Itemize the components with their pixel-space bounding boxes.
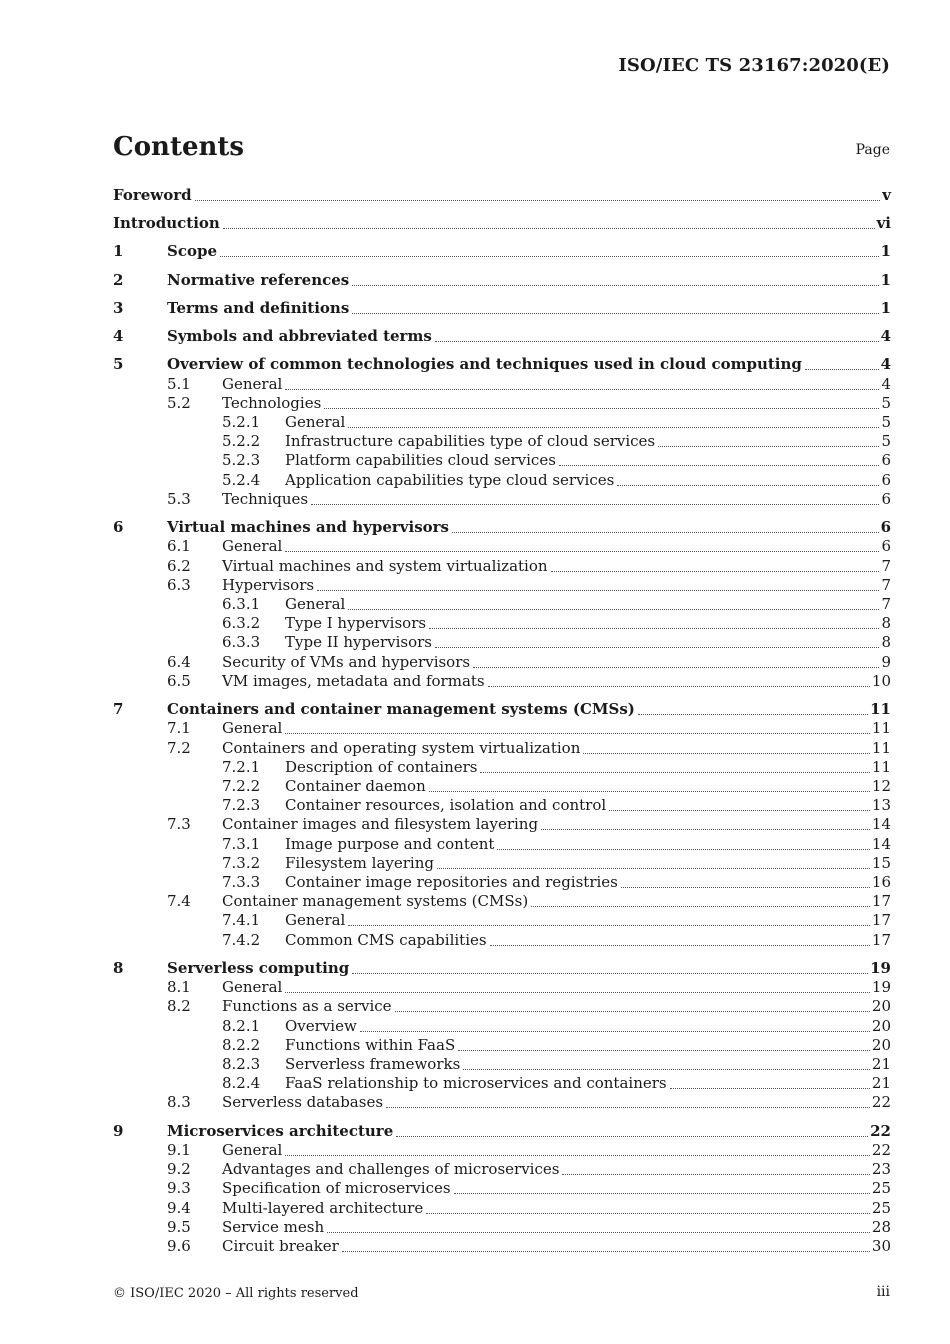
toc-entry-number: 9 [113, 1122, 124, 1140]
toc-entry-title[interactable]: Container daemon [285, 777, 426, 795]
toc-entry-number: 6.2 [167, 557, 191, 575]
toc-entry[interactable] [113, 997, 891, 1016]
footer-copyright: © ISO/IEC 2020 – All rights reserved [113, 1286, 359, 1301]
toc-dot-leader [559, 464, 880, 466]
toc-dot-leader [348, 608, 879, 610]
toc-entry[interactable] [113, 375, 891, 394]
toc-dot-leader [348, 426, 879, 428]
toc-entry-title[interactable]: General [285, 595, 346, 613]
toc-entry-number: 5.3 [167, 490, 191, 508]
toc-entry-page[interactable]: 6 [881, 451, 891, 469]
toc-entry[interactable] [113, 1036, 891, 1055]
toc-dot-leader [285, 732, 870, 734]
toc-entry[interactable] [113, 557, 891, 576]
toc-entry-title[interactable]: Container resources, isolation and control [285, 796, 607, 814]
toc-entry-number: 8.1 [167, 978, 191, 996]
toc-entry-number: 8.2 [167, 997, 191, 1015]
toc-dot-leader [531, 905, 870, 907]
toc-dot-leader [317, 589, 879, 591]
toc-dot-leader [386, 1106, 870, 1108]
toc-dot-leader [395, 1010, 870, 1012]
toc-dot-leader [435, 340, 879, 342]
toc-entry-title[interactable]: Functions within FaaS [285, 1036, 456, 1054]
toc-entry-number: 7.4.1 [222, 911, 261, 929]
toc-entry-number: 3 [113, 299, 124, 317]
toc-entry-page[interactable]: 19 [870, 959, 891, 977]
toc-entry-number: 9.3 [167, 1179, 191, 1197]
toc-entry-number: 6.3.1 [222, 595, 261, 613]
toc-entry-number: 7.4 [167, 892, 191, 910]
toc-entry-title[interactable]: Multi-layered architecture [222, 1199, 424, 1217]
toc-dot-leader [454, 1192, 870, 1194]
toc-dot-leader [497, 848, 869, 850]
toc-dot-leader [342, 1250, 870, 1252]
toc-entry-page[interactable]: 30 [871, 1237, 891, 1255]
toc-entry-page[interactable]: 20 [871, 1017, 891, 1035]
toc-entry-title[interactable]: Introduction [113, 214, 220, 232]
toc-entry-page[interactable]: 6 [881, 490, 891, 508]
toc-entry[interactable] [113, 1179, 891, 1198]
page-column-label: Page [855, 142, 890, 158]
toc-entry[interactable] [113, 1141, 891, 1160]
toc-entry-page[interactable]: 25 [871, 1179, 891, 1197]
toc-entry-number: 7.4.2 [222, 931, 261, 949]
toc-entry-number: 9.4 [167, 1199, 191, 1217]
toc-dot-leader [429, 790, 870, 792]
toc-entry-title[interactable]: Serverless computing [167, 959, 350, 977]
toc-entry-title[interactable]: Description of containers [285, 758, 478, 776]
toc-entry-title[interactable]: General [222, 978, 283, 996]
toc-entry[interactable] [113, 1122, 891, 1141]
toc-entry-page[interactable]: 7 [881, 557, 891, 575]
toc-entry-number: 9.5 [167, 1218, 191, 1236]
toc-entry-page[interactable]: 11 [871, 739, 891, 757]
contents-title: Contents [113, 132, 245, 162]
toc-entry-number: 8.2.2 [222, 1036, 261, 1054]
toc-entry[interactable] [113, 595, 891, 614]
toc-entry-page[interactable]: 11 [871, 758, 891, 776]
toc-entry-number: 9.1 [167, 1141, 191, 1159]
toc-entry[interactable] [113, 633, 891, 652]
toc-entry-page[interactable]: 22 [870, 1122, 891, 1140]
toc-entry-number: 6.1 [167, 537, 191, 555]
toc-entry-title[interactable]: Overview [285, 1017, 357, 1035]
toc-entry-number: 5.2.4 [222, 471, 261, 489]
toc-entry-page[interactable]: 7 [881, 576, 891, 594]
toc-entry-page[interactable]: v [882, 186, 891, 204]
toc-entry-number: 5.2.2 [222, 432, 261, 450]
toc-entry[interactable] [113, 892, 891, 911]
toc-entry-page[interactable]: 6 [880, 518, 891, 536]
toc-dot-leader [396, 1135, 868, 1137]
toc-entry-page[interactable]: 5 [881, 432, 891, 450]
toc-dot-leader [541, 828, 870, 830]
toc-entry[interactable] [113, 518, 891, 537]
toc-entry[interactable] [113, 242, 891, 261]
toc-entry-title[interactable]: Normative references [167, 271, 350, 289]
toc-entry-page[interactable]: 1 [880, 299, 891, 317]
toc-entry-title[interactable]: Common CMS capabilities [285, 931, 487, 949]
toc-dot-leader [311, 503, 879, 505]
toc-entry-number: 6.3.3 [222, 633, 261, 651]
toc-entry-page[interactable]: 20 [871, 1036, 891, 1054]
toc-entry-page[interactable]: 1 [880, 242, 891, 260]
toc-entry-title[interactable]: Symbols and abbreviated terms [167, 327, 432, 345]
toc-entry-page[interactable]: 4 [881, 375, 891, 393]
toc-entry[interactable] [113, 777, 891, 796]
toc-entry[interactable] [113, 854, 891, 873]
toc-dot-leader [583, 752, 870, 754]
toc-entry-page[interactable]: 8 [881, 614, 891, 632]
toc-dot-leader [285, 550, 879, 552]
toc-dot-leader [285, 991, 870, 993]
toc-entry[interactable] [113, 796, 891, 815]
toc-entry-page[interactable]: 7 [881, 595, 891, 613]
toc-entry-page[interactable]: 4 [880, 327, 891, 345]
toc-entry[interactable] [113, 327, 891, 346]
toc-dot-leader [220, 255, 879, 257]
toc-entry-page[interactable]: 23 [871, 1160, 891, 1178]
toc-entry-number: 6.5 [167, 672, 191, 690]
toc-entry[interactable] [113, 1199, 891, 1218]
toc-entry[interactable] [113, 394, 891, 413]
toc-entry-number: 6 [113, 518, 124, 536]
toc-entry[interactable] [113, 1160, 891, 1179]
toc-dot-leader [609, 809, 870, 811]
toc-entry-page[interactable]: 13 [871, 796, 891, 814]
toc-dot-leader [324, 407, 879, 409]
toc-entry-title[interactable]: General [285, 413, 346, 431]
toc-dot-leader [285, 388, 879, 390]
toc-entry-title[interactable]: General [222, 1141, 283, 1159]
toc-entry-title[interactable]: Image purpose and content [285, 835, 495, 853]
toc-entry-number: 6.4 [167, 653, 191, 671]
toc-entry[interactable] [113, 911, 891, 930]
toc-entry-title[interactable]: Serverless databases [222, 1093, 384, 1111]
toc-entry-title[interactable]: General [285, 911, 346, 929]
toc-dot-leader [621, 886, 870, 888]
toc-entry-page[interactable]: 25 [871, 1199, 891, 1217]
toc-entry[interactable] [113, 835, 891, 854]
toc-entry-title[interactable]: Scope [167, 242, 218, 260]
toc-entry[interactable] [113, 1055, 891, 1074]
toc-entry[interactable] [113, 719, 891, 738]
toc-entry-title[interactable]: Platform capabilities cloud services [285, 451, 556, 469]
toc-entry[interactable] [113, 576, 891, 595]
toc-dot-leader [805, 368, 879, 370]
toc-entry-page[interactable]: 17 [871, 911, 891, 929]
toc-entry[interactable] [113, 959, 891, 978]
toc-entry[interactable] [113, 490, 891, 509]
toc-entry-number: 8.2.3 [222, 1055, 261, 1073]
toc-entry-number: 7.2.1 [222, 758, 261, 776]
toc-entry[interactable] [113, 700, 891, 719]
toc-dot-leader [285, 1154, 870, 1156]
toc-entry[interactable] [113, 186, 891, 205]
toc-entry-title[interactable]: Infrastructure capabilities type of cloud services [285, 432, 656, 450]
toc-entry[interactable] [113, 931, 891, 950]
toc-entry-number: 1 [113, 242, 124, 260]
toc-entry-number: 6.3.2 [222, 614, 261, 632]
toc-entry-page[interactable]: 21 [871, 1055, 891, 1073]
toc-entry-number: 7.3.2 [222, 854, 261, 872]
toc-entry[interactable] [113, 672, 891, 691]
toc-dot-leader [327, 1231, 870, 1233]
toc-entry-number: 7.2.3 [222, 796, 261, 814]
toc-dot-leader [488, 685, 870, 687]
toc-entry-number: 2 [113, 271, 124, 289]
toc-entry[interactable] [113, 451, 891, 470]
toc-entry-title[interactable]: Serverless frameworks [285, 1055, 461, 1073]
toc-entry-title[interactable]: Type I hypervisors [285, 614, 427, 632]
toc-entry-title[interactable]: Security of VMs and hypervisors [222, 653, 471, 671]
toc-entry-title[interactable]: Container image repositories and registries [285, 873, 618, 891]
toc-entry[interactable] [113, 1074, 891, 1093]
toc-entry-page[interactable]: 20 [871, 997, 891, 1015]
toc-entry[interactable] [113, 271, 891, 290]
toc-entry-title[interactable]: Containers and operating system virtualization [222, 739, 581, 757]
toc-entry-page[interactable]: 6 [881, 471, 891, 489]
toc-entry-title[interactable]: Type II hypervisors [285, 633, 432, 651]
toc-entry[interactable] [113, 1237, 891, 1256]
toc-entry-number: 8.3 [167, 1093, 191, 1111]
toc-entry-page[interactable]: 15 [871, 854, 891, 872]
toc-dot-leader [670, 1087, 870, 1089]
toc-entry-title[interactable]: Filesystem layering [285, 854, 434, 872]
toc-entry-title[interactable]: Techniques [222, 490, 309, 508]
toc-dot-leader [426, 1212, 870, 1214]
toc-dot-leader [638, 713, 868, 715]
toc-dot-leader [473, 666, 879, 668]
toc-entry[interactable] [113, 1218, 891, 1237]
toc-entry[interactable] [113, 537, 891, 556]
toc-entry-number: 5.2.3 [222, 451, 261, 469]
toc-entry-page[interactable]: 9 [881, 653, 891, 671]
toc-entry[interactable] [113, 1017, 891, 1036]
toc-dot-leader [562, 1173, 869, 1175]
toc-dot-leader [658, 445, 879, 447]
toc-entry-title[interactable]: Specification of microservices [222, 1179, 451, 1197]
footer-page-number: iii [876, 1284, 890, 1300]
toc-dot-leader [490, 944, 870, 946]
toc-dot-leader [429, 627, 879, 629]
toc-entry-page[interactable]: 21 [871, 1074, 891, 1092]
toc-entry-number: 5.2.1 [222, 413, 261, 431]
toc-entry-number: 4 [113, 327, 124, 345]
toc-entry-page[interactable]: 10 [871, 672, 891, 690]
toc-dot-leader [437, 867, 870, 869]
toc-entry-page[interactable]: vi [876, 214, 891, 232]
toc-entry-title[interactable]: Virtual machines and system virtualization [222, 557, 548, 575]
toc-entry-number: 7.3.1 [222, 835, 261, 853]
toc-entry[interactable] [113, 1093, 891, 1112]
toc-entry-page[interactable]: 22 [871, 1093, 891, 1111]
toc-dot-leader [452, 531, 879, 533]
toc-entry-number: 7.2.2 [222, 777, 261, 795]
toc-entry-page[interactable]: 4 [880, 355, 891, 373]
toc-entry-page[interactable]: 11 [871, 719, 891, 737]
toc-dot-leader [352, 284, 878, 286]
toc-entry[interactable] [113, 815, 891, 834]
toc-entry-page[interactable]: 28 [871, 1218, 891, 1236]
toc-entry[interactable] [113, 471, 891, 490]
toc-dot-leader [223, 227, 875, 229]
toc-dot-leader [360, 1030, 870, 1032]
toc-entry-title[interactable]: Terms and definitions [167, 299, 350, 317]
toc-entry-title[interactable]: Container management systems (CMSs) [222, 892, 529, 910]
toc-entry-title[interactable]: General [222, 537, 283, 555]
toc-entry[interactable] [113, 653, 891, 672]
toc-entry-number: 9.2 [167, 1160, 191, 1178]
toc-entry-page[interactable]: 5 [881, 413, 891, 431]
toc-dot-leader [551, 570, 880, 572]
toc-entry-number: 8.2.1 [222, 1017, 261, 1035]
toc-dot-leader [458, 1049, 870, 1051]
toc-entry-page[interactable]: 17 [871, 892, 891, 910]
toc-dot-leader [352, 972, 868, 974]
toc-entry-number: 7.2 [167, 739, 191, 757]
toc-entry-title[interactable]: Containers and container management systems (CMSs) [167, 700, 635, 718]
toc-entry-title[interactable]: Service mesh [222, 1218, 325, 1236]
toc-entry-page[interactable]: 14 [871, 815, 891, 833]
toc-dot-leader [435, 646, 879, 648]
toc-entry-title[interactable]: Foreword [113, 186, 192, 204]
toc-entry-page[interactable]: 1 [880, 271, 891, 289]
toc-entry[interactable] [113, 413, 891, 432]
toc-dot-leader [195, 199, 881, 201]
toc-entry[interactable] [113, 739, 891, 758]
toc-entry[interactable] [113, 299, 891, 318]
toc-entry[interactable] [113, 978, 891, 997]
toc-entry-title[interactable]: Circuit breaker [222, 1237, 339, 1255]
toc-entry-title[interactable]: Functions as a service [222, 997, 392, 1015]
toc-entry-title[interactable]: VM images, metadata and formats [222, 672, 485, 690]
toc-entry[interactable] [113, 432, 891, 451]
toc-entry-number: 8 [113, 959, 124, 977]
toc-entry[interactable] [113, 355, 891, 374]
toc-entry-page[interactable]: 14 [871, 835, 891, 853]
toc-dot-leader [480, 771, 869, 773]
toc-entry-number: 5 [113, 355, 124, 373]
toc-entry-title[interactable]: Advantages and challenges of microservices [222, 1160, 560, 1178]
toc-entry-number: 7 [113, 700, 124, 718]
toc-entry-page[interactable]: 11 [870, 700, 891, 718]
toc-dot-leader [617, 484, 879, 486]
toc-entry[interactable] [113, 758, 891, 777]
toc-entry-title[interactable]: Overview of common technologies and techniques used in cloud computing [167, 355, 802, 373]
toc-entry-page[interactable]: 17 [871, 931, 891, 949]
toc-entry-title[interactable]: Hypervisors [222, 576, 315, 594]
toc-entry-number: 9.6 [167, 1237, 191, 1255]
toc-entry-page[interactable]: 8 [881, 633, 891, 651]
toc-entry-page[interactable]: 16 [871, 873, 891, 891]
toc-dot-leader [352, 312, 878, 314]
toc-entry-page[interactable]: 19 [871, 978, 891, 996]
toc-entry-number: 7.3 [167, 815, 191, 833]
toc-entry-title[interactable]: Application capabilities type cloud services [285, 471, 615, 489]
toc-entry[interactable] [113, 873, 891, 892]
toc-entry-number: 5.1 [167, 375, 191, 393]
toc-entry-title[interactable]: Microservices architecture [167, 1122, 394, 1140]
toc-entry-page[interactable]: 5 [881, 394, 891, 412]
toc-entry[interactable] [113, 614, 891, 633]
toc-entry-title[interactable]: Virtual machines and hypervisors [167, 518, 449, 536]
toc-entry-number: 8.2.4 [222, 1074, 261, 1092]
toc-entry-title[interactable]: Technologies [222, 394, 322, 412]
toc-entry-page[interactable]: 12 [871, 777, 891, 795]
toc-entry[interactable] [113, 214, 891, 233]
toc-entry-title[interactable]: Container images and filesystem layering [222, 815, 539, 833]
toc-entry-page[interactable]: 22 [871, 1141, 891, 1159]
toc-entry-number: 7.3.3 [222, 873, 261, 891]
toc-entry-title[interactable]: FaaS relationship to microservices and containers [285, 1074, 667, 1092]
toc-entry-title[interactable]: General [222, 375, 283, 393]
toc-dot-leader [348, 924, 870, 926]
toc-entry-number: 5.2 [167, 394, 191, 412]
toc-dot-leader [463, 1068, 870, 1070]
document-id-header: ISO/IEC TS 23167:2020(E) [618, 55, 890, 76]
toc-entry-number: 6.3 [167, 576, 191, 594]
toc-entry-page[interactable]: 6 [881, 537, 891, 555]
toc-entry-title[interactable]: General [222, 719, 283, 737]
toc-entry-number: 7.1 [167, 719, 191, 737]
